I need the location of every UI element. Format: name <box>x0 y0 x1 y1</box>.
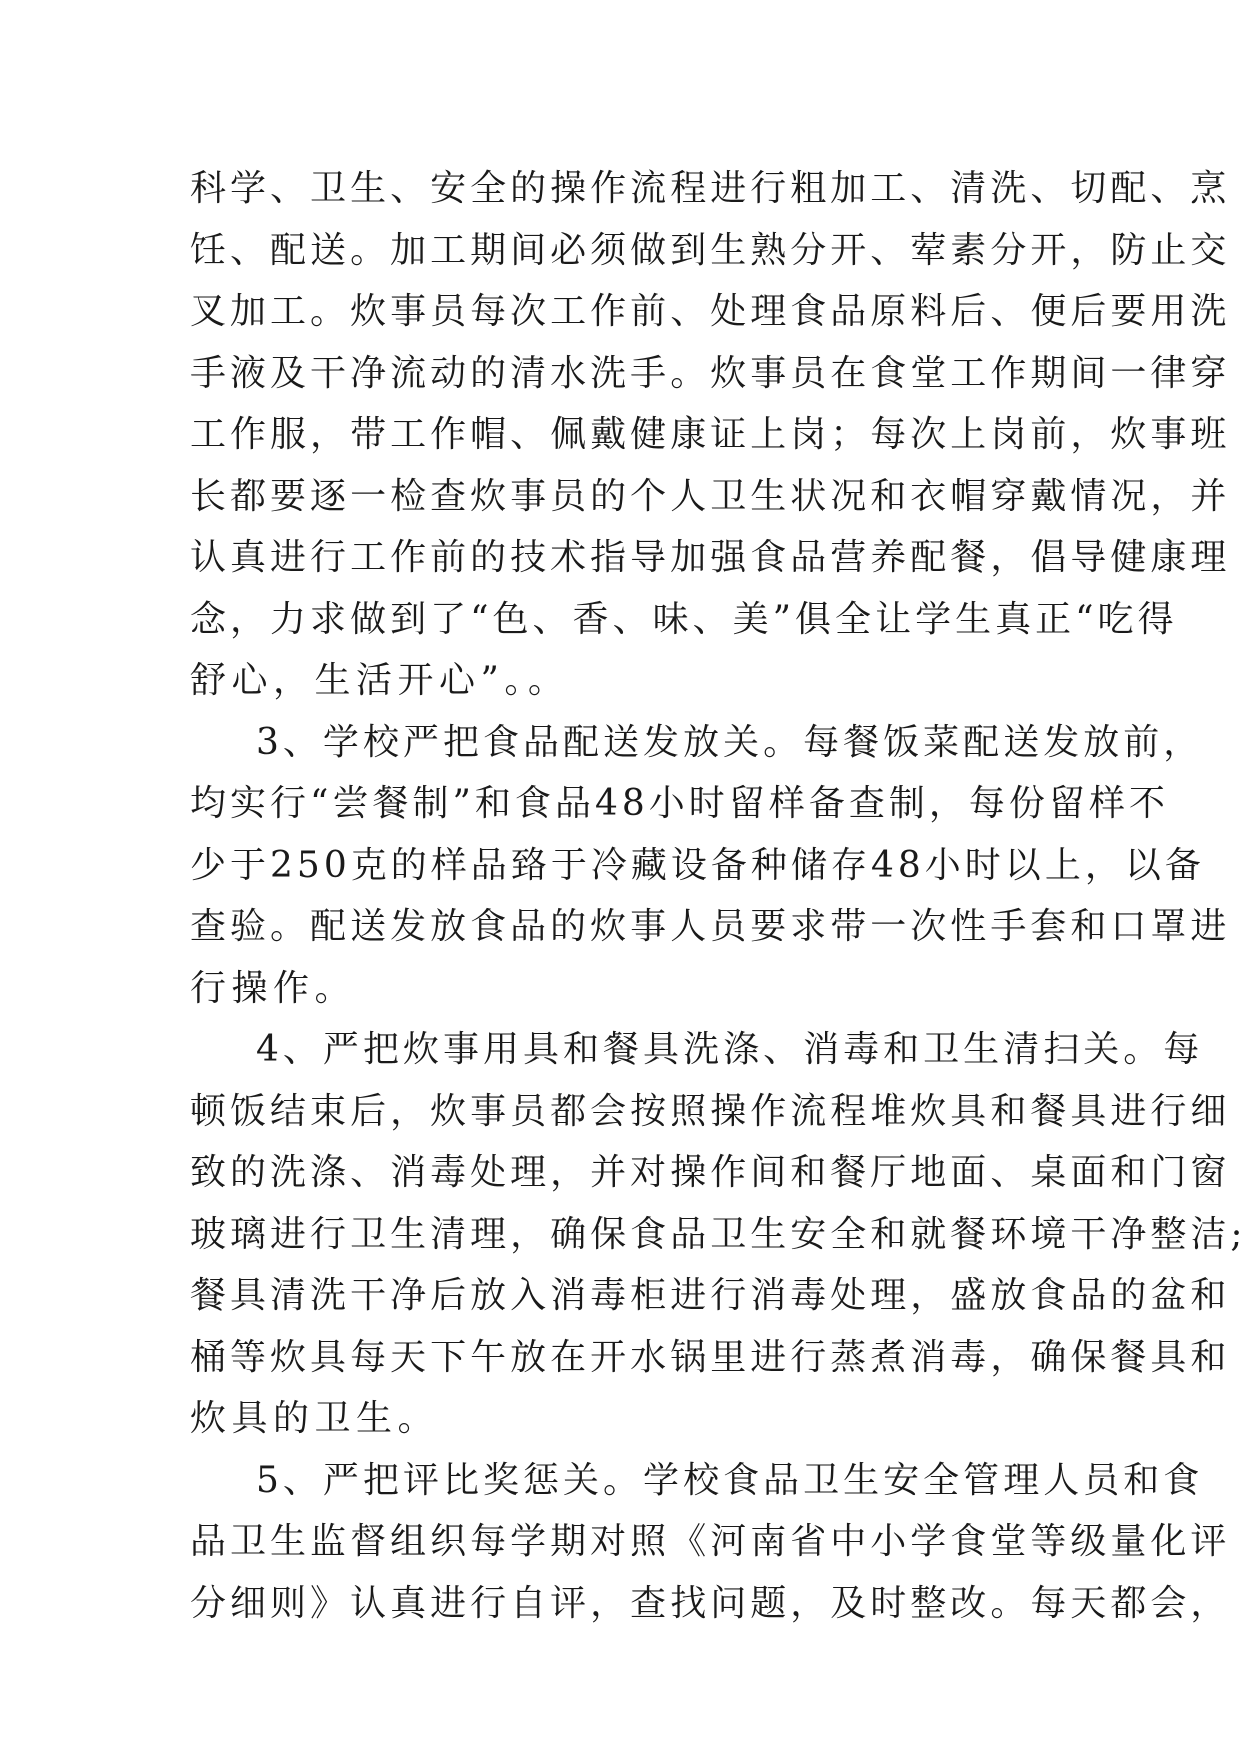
text-line: 5 、 严 把 评 比 奖 惩 关 。 学 校 食 品 卫 生 安 全 管 理 人 员 和 食 <box>256 1459 1204 1501</box>
text-line: 桶 等 炊 具 每 天 下 午 放 在 开 水 锅 里 进 行 蒸 煮 消 毒 ， 确 保 餐 具 和 <box>190 1336 1231 1378</box>
text-line: 行操作。 <box>190 967 357 1009</box>
text-line: 叉 加 工 。 炊 事 员 每 次 工 作 前 、 处 理 食 品 原 料 后 、 便 后 要 用 洗 <box>190 291 1231 332</box>
body-text <box>190 158 1247 1634</box>
text-line: 分 细 则 》 认 真 进 行 自 评 ， 查 找 问 题 ， 及 时 整 改 。 每 天 都 会 ， <box>190 1582 1231 1624</box>
text-line: 餐 具 清 洗 干 净 后 放 入 消 毒 柜 进 行 消 毒 处 理 ， 盛 放 食 品 的 盆 和 <box>190 1275 1231 1316</box>
text-line: 工 作 服 ， 带 工 作 帽 、 佩 戴 健 康 证 上 岗 ； 每 次 上 岗 前 ， 炊 事 班 <box>190 414 1231 455</box>
text-line: 念 ， 力 求 做 到 了 “ 色 、 香 、 味 、 美 ” 俱 全 让 学 生 真 正 “ 吃 得 <box>190 598 1178 640</box>
text-line: 品 卫 生 监 督 组 织 每 学 期 对 照 《 河 南 省 中 小 学 食 堂 等 级 量 化 评 <box>190 1521 1231 1562</box>
text-line: 炊具的卫生。 <box>190 1398 440 1439</box>
text-line: 饪 、 配 送 。 加 工 期 间 必 须 做 到 生 熟 分 开 、 荤 素 分 开 ， 防 止 交 <box>190 229 1231 271</box>
text-line: 3 、 学 校 严 把 食 品 配 送 发 放 关 。 每 餐 饭 菜 配 送 发 放 前 ， <box>256 721 1204 763</box>
text-line: 顿 饭 结 束 后 ， 炊 事 员 都 会 按 照 操 作 流 程 堆 炊 具 和 餐 具 进 行 细 <box>190 1090 1231 1132</box>
text-line: 长 都 要 逐 一 检 查 炊 事 员 的 个 人 卫 生 状 况 和 衣 帽 穿 戴 情 况 ， 并 <box>190 475 1231 517</box>
text-line: 4 、 严 把 炊 事 用 具 和 餐 具 洗 涤 、 消 毒 和 卫 生 清 扫 关 。 每 <box>256 1029 1204 1070</box>
text-line: 手 液 及 干 净 流 动 的 清 水 洗 手 。 炊 事 员 在 食 堂 工 作 期 间 一 律 穿 <box>190 352 1231 394</box>
text-line: 致 的 洗 涤 、 消 毒 处 理 ， 并 对 操 作 间 和 餐 厅 地 面 、 桌 面 和 门 窗 <box>190 1152 1231 1193</box>
text-line: 少 于 250 克 的 样 品 臵 于 冷 藏 设 备 种 储 存 48 小 时 以 上 ， 以 备 <box>190 844 1205 886</box>
text-line: 均 实 行 “ 尝 餐 制 ” 和 食 品 48 小 时 留 样 备 查 制 ， 每 份 留 样 不 <box>190 783 1169 824</box>
text-line: 玻 璃 进 行 卫 生 清 理 ， 确 保 食 品 卫 生 安 全 和 就 餐 环 境 干 净 整 洁 ; <box>190 1213 1247 1255</box>
text-line: 科 学 、 卫 生 、 安 全 的 操 作 流 程 进 行 粗 加 工 、 清 洗 、 切 配 、 烹 <box>190 168 1231 209</box>
text-line: 认 真 进 行 工 作 前 的 技 术 指 导 加 强 食 品 营 养 配 餐 ， 倡 导 健 康 理 <box>190 537 1231 578</box>
text-line: 舒心，生活开心”。。 <box>190 660 570 701</box>
text-line: 查 验 。 配 送 发 放 食 品 的 炊 事 人 员 要 求 带 一 次 性 手 套 和 口 罩 进 <box>190 906 1231 947</box>
